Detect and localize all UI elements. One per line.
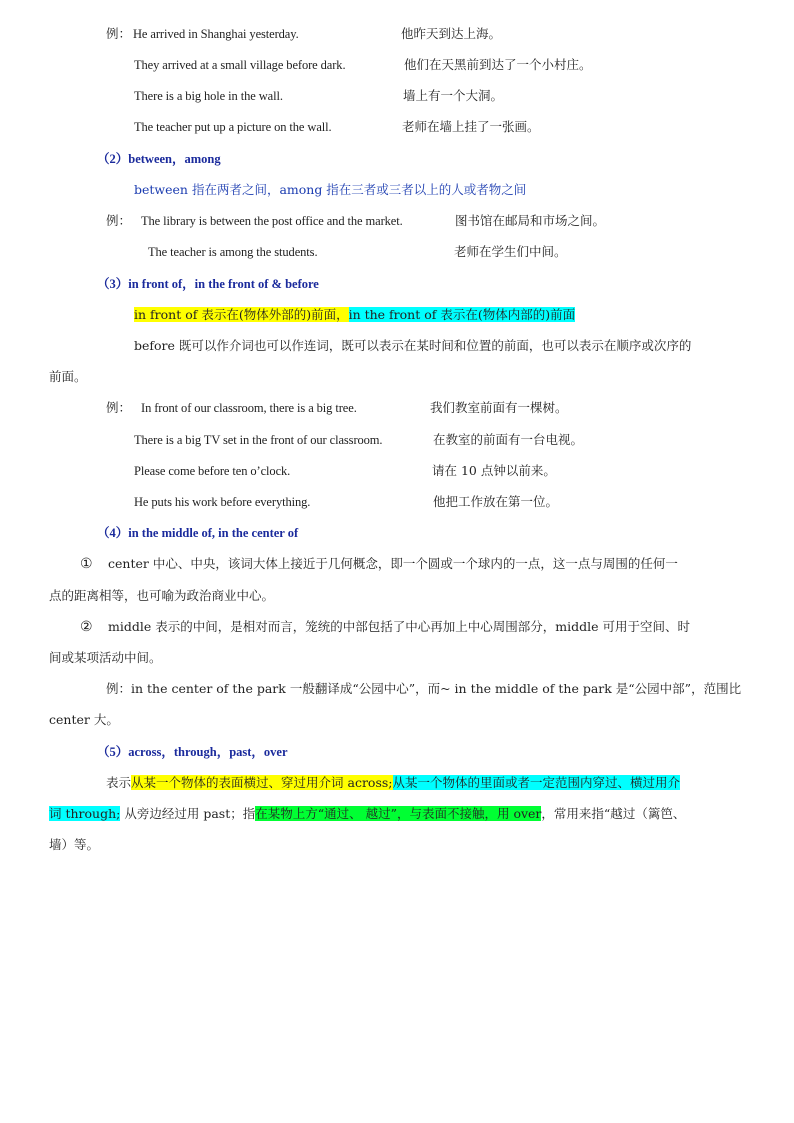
example-3-chinese: 墙上有一个大洞。 xyxy=(403,88,504,103)
example-4-chinese: 老师在墙上挂了一张画。 xyxy=(402,119,540,134)
section-5-prefix: 表示 xyxy=(106,775,132,790)
highlight-through-part2: 词 through; xyxy=(49,806,121,821)
section-3-example-1-chinese: 我们教室前面有一棵树。 xyxy=(430,400,568,415)
example-prefix: 例： xyxy=(106,400,132,415)
highlight-across: 从某一个物体的表面横过、穿过用介词 across; xyxy=(131,775,393,790)
section-4-example-line2: center 大。 xyxy=(49,712,119,727)
section-4-example-line1: 例：in the center of the park 一般翻译成“公园中心”，而~ in the middle of the park 是“公园中部”，范围比 xyxy=(106,681,742,696)
section-3-example-4-english: He puts his work before everything. xyxy=(134,495,311,509)
item-1-line2: 点的距离相等，也可喻为政治商业中心。 xyxy=(49,588,275,603)
item-2-line2: 间或某项活动中间。 xyxy=(49,650,162,665)
section-3-example-2-chinese: 在教室的前面有一台电视。 xyxy=(433,432,584,447)
section-5-line2 xyxy=(49,805,685,823)
section-3-example-2-english: There is a big TV set in the front of our classroom. xyxy=(134,433,383,447)
section-2-heading: （2）between，among xyxy=(97,152,221,166)
example-prefix: 例： xyxy=(106,26,132,41)
section-3-before-desc-line2: 前面。 xyxy=(49,369,87,384)
section-2-example-2-english: The teacher is among the students. xyxy=(148,245,318,259)
highlight-in-the-front-of: in the front of 表示在(物体内部的)前面 xyxy=(348,307,576,322)
section-5-past-text: 从旁边经过用 past；指 xyxy=(120,806,256,821)
item-1-number: ① xyxy=(80,556,93,572)
section-3-example-3-chinese: 请在 10 点钟以前来。 xyxy=(432,463,556,478)
example-2-chinese: 他们在天黑前到达了一个小村庄。 xyxy=(404,57,592,72)
section-3-heading: （3）in front of，in the front of & before xyxy=(97,277,319,291)
section-3-example-4-chinese: 他把工作放在第一位。 xyxy=(433,494,559,509)
section-2-example-1-chinese: 图书馆在邮局和市场之间。 xyxy=(455,213,606,228)
section-5-heading: （5）across，through，past，over xyxy=(97,745,288,759)
section-2-description: between 指在两者之间，among 指在三者或三者以上的人或者物之间 xyxy=(134,182,527,197)
section-5-line3: 墙）等。 xyxy=(49,837,100,852)
item-2-number: ② xyxy=(80,619,93,635)
item-2-line1: middle 表示的中间，是相对而言，笼统的中部包括了中心再加上中心周围部分，middle 可用于空间、时 xyxy=(108,619,690,634)
highlight-through-part1: 从某一个物体的里面或者一定范围内穿过、横过用介 xyxy=(392,775,681,790)
section-3-example-3-english: Please come before ten o’clock. xyxy=(134,464,291,478)
section-2-example-1-english: The library is between the post office and the market. xyxy=(141,214,403,228)
section-5-line1 xyxy=(106,774,680,792)
item-1-line1: center 中心、中央，该词大体上接近于几何概念，即一个圆或一个球内的一点，这一点与周围的任何一 xyxy=(108,556,678,571)
example-1-english: He arrived in Shanghai yesterday. xyxy=(133,27,299,41)
highlight-in-front-of: in front of 表示在(物体外部的)前面， xyxy=(134,307,349,322)
section-3-highlight-line xyxy=(134,306,575,324)
highlight-over: 在某物上方“通过、 越过”，与表面不接触，用 over xyxy=(255,806,542,821)
example-1-chinese: 他昨天到达上海。 xyxy=(401,26,502,41)
section-5-tail-text: ，常用来指“越过（篱笆、 xyxy=(541,806,686,821)
section-4-heading: （4）in the middle of, in the center of xyxy=(97,526,299,540)
section-3-example-1-english: In front of our classroom, there is a big tree. xyxy=(141,401,357,415)
example-3-english: There is a big hole in the wall. xyxy=(134,89,283,103)
section-3-before-desc-line1: before 既可以作介词也可以作连词，既可以表示在某时间和位置的前面，也可以表示在顺序或次序的 xyxy=(134,338,692,353)
example-prefix: 例： xyxy=(106,213,132,228)
example-4-english: The teacher put up a picture on the wall. xyxy=(134,120,332,134)
example-2-english: They arrived at a small village before dark. xyxy=(134,58,346,72)
section-2-example-2-chinese: 老师在学生们中间。 xyxy=(454,244,567,259)
